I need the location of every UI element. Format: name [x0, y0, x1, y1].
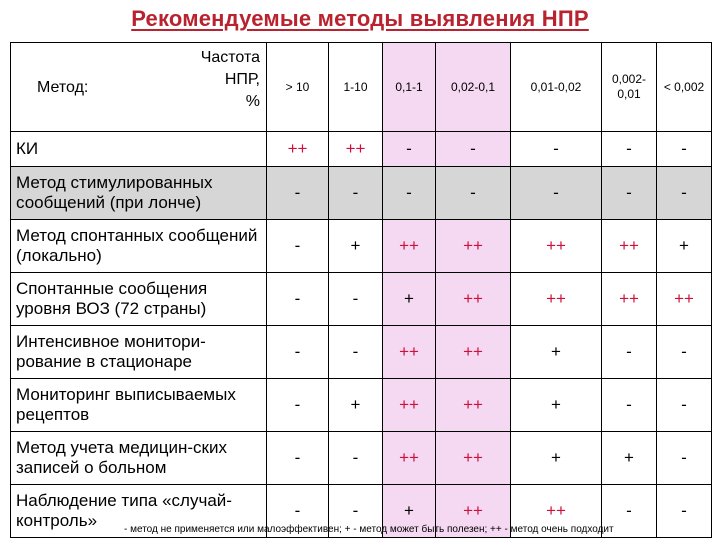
table-cell: - [657, 326, 712, 379]
table-cell: - [267, 220, 329, 273]
col-header-4: 0,02-0,1 [436, 43, 511, 132]
table-cell: + [329, 379, 383, 432]
methods-table [10, 42, 712, 538]
row-label: Наблюдение типа «случай-контроль» [11, 485, 267, 538]
table-row [11, 432, 712, 485]
table-cell: ++ [436, 220, 511, 273]
table-cell: ++ [436, 432, 511, 485]
table-cell: - [436, 132, 511, 167]
slide-title: Рекомендуемые методы выявления НПР [131, 6, 589, 31]
header-row [11, 43, 712, 132]
table-cell: ++ [329, 132, 383, 167]
table-row [11, 326, 712, 379]
col-header-7: < 0,002 [657, 43, 712, 132]
row-label: Интенсивное монитори-рование в стационаре [11, 326, 267, 379]
table-cell: - [329, 273, 383, 326]
table-cell: - [602, 167, 657, 220]
table-cell: + [383, 273, 436, 326]
table-cell: - [657, 379, 712, 432]
table-cell: ++ [383, 220, 436, 273]
table-row [11, 167, 712, 220]
table-cell: + [511, 326, 602, 379]
table-cell: + [329, 220, 383, 273]
table-cell: - [329, 167, 383, 220]
table-cell: + [511, 432, 602, 485]
row-label: КИ [11, 132, 267, 167]
table-cell: - [602, 326, 657, 379]
table-body [11, 132, 712, 538]
table-row [11, 220, 712, 273]
table-cell: - [383, 167, 436, 220]
table-cell: ++ [511, 273, 602, 326]
table-cell: ++ [602, 273, 657, 326]
table-cell: ++ [383, 326, 436, 379]
legend-footnote: - метод не применяется или малоэффективен; + - метод может быть полезен; ++ - метод очень подходит [124, 524, 614, 535]
col-header-1: > 10 [267, 43, 329, 132]
table-cell: + [383, 485, 436, 538]
table-cell: - [657, 432, 712, 485]
table-cell: ++ [267, 132, 329, 167]
table-row [11, 132, 712, 167]
table-cell: ++ [657, 273, 712, 326]
table-cell: - [657, 167, 712, 220]
row-label: Спонтанные сообщения уровня ВОЗ (72 страны) [11, 273, 267, 326]
col-header-5: 0,01-0,02 [511, 43, 602, 132]
table-cell: ++ [602, 220, 657, 273]
table-cell: ++ [383, 379, 436, 432]
header-method-cell [11, 43, 267, 132]
table-cell: - [329, 485, 383, 538]
table-cell: - [602, 485, 657, 538]
method-label: Метод: [37, 79, 89, 96]
table-cell: - [657, 132, 712, 167]
table-cell: ++ [383, 432, 436, 485]
table-cell: + [511, 379, 602, 432]
table-cell: - [329, 326, 383, 379]
table-cell: - [267, 273, 329, 326]
table-cell: - [267, 167, 329, 220]
table-row [11, 379, 712, 432]
table-cell: ++ [436, 326, 511, 379]
table-cell: - [383, 132, 436, 167]
table-cell: - [511, 167, 602, 220]
col-header-2: 1-10 [329, 43, 383, 132]
row-label: Мониторинг выписываемых рецептов [11, 379, 267, 432]
table-cell: - [436, 167, 511, 220]
table-cell: - [267, 326, 329, 379]
table-cell: - [511, 132, 602, 167]
table-cell: + [602, 432, 657, 485]
table-cell: ++ [436, 273, 511, 326]
row-label: Метод спонтанных сообщений (локально) [11, 220, 267, 273]
table-cell: + [657, 220, 712, 273]
table-cell: ++ [436, 379, 511, 432]
col-header-3: 0,1-1 [383, 43, 436, 132]
table-cell: - [267, 432, 329, 485]
table-cell: - [602, 132, 657, 167]
table-cell: - [657, 485, 712, 538]
row-label: Метод учета медицин-ских записей о больном [11, 432, 267, 485]
table-row [11, 273, 712, 326]
table-cell: - [602, 379, 657, 432]
row-label: Метод стимулированных сообщений (при лонче) [11, 167, 267, 220]
frequency-label: Частота НПР, % [200, 49, 260, 110]
table-cell: ++ [511, 220, 602, 273]
table-cell: - [267, 379, 329, 432]
table-cell: ++ [511, 485, 602, 538]
col-header-6: 0,002-0,01 [602, 43, 657, 132]
table-cell: - [267, 485, 329, 538]
table-cell: ++ [436, 485, 511, 538]
table-cell: - [329, 432, 383, 485]
